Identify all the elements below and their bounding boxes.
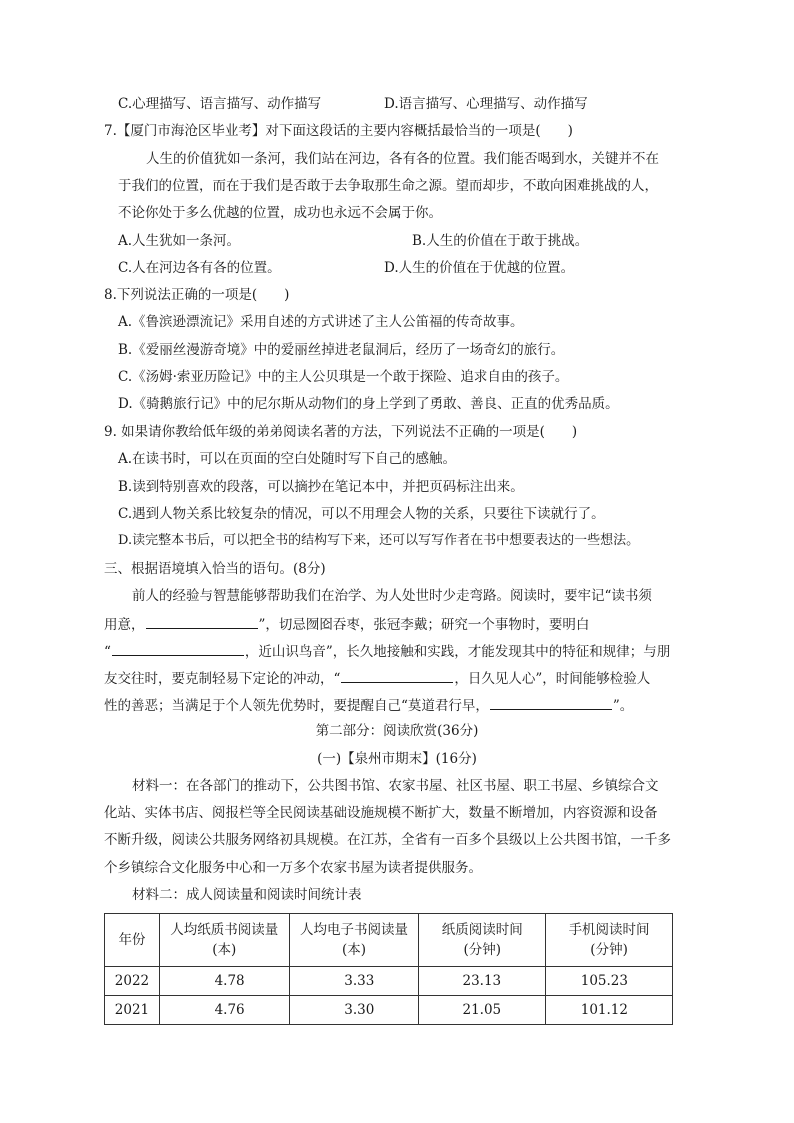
q9-option-c: C.遇到人物关系比较复杂的情况，可以不用理会人物的关系，只要往下读就行了。	[118, 506, 605, 522]
q8-option-d: D.《骑鹅旅行记》中的尼尔斯从动物们的身上学到了勇敢、善良、正直的优秀品质。	[118, 396, 619, 412]
material2-caption: 材料二：成人阅读量和阅读时间统计表	[132, 887, 362, 903]
section3-text: ”，切忌囫囵吞枣，张冠李戴；研究一个事物时，要明白	[258, 617, 590, 633]
q7-passage-line: 人生的价值犹如一条河，我们站在河边，各有各的位置。我们能否喝到水，关键并不在	[146, 151, 659, 167]
cell-mobile-time: 105.23	[546, 967, 673, 996]
header-mobile-time	[546, 914, 673, 967]
table-row	[105, 996, 673, 1025]
header-text: 纸质阅读时间	[441, 922, 523, 938]
section3-text: ，日久见人心”，时间能够检验人	[454, 671, 651, 687]
part2-title: 第二部分：阅读欣赏(36分)	[315, 723, 479, 739]
q9-option-a: A.在读书时，可以在页面的空白处随时写下自己的感触。	[118, 451, 457, 467]
q9-stem: 9. 如果请你教给低年级的弟弟阅读名著的方法，下列说法不正确的一项是( )	[104, 424, 578, 440]
q7-option-c: C.人在河边各有各的位置。	[118, 260, 281, 276]
fill-blank-4[interactable]	[490, 695, 612, 710]
section3-text: 用意，	[104, 617, 145, 633]
section3-line	[104, 641, 670, 661]
header-unit: (分钟)	[463, 942, 502, 958]
cell-paper-books: 4.78	[159, 967, 289, 996]
q7-passage-line: 于我们的位置，而在于我们是否敢于去争取那生命之源。望而却步，不敢向困难挑战的人，	[118, 178, 658, 194]
fill-blank-2[interactable]	[112, 641, 244, 656]
material1-line: 不断升级，阅读公共服务网络初具规模。在江苏，全省有一百多个县级以上公共图书馆，一千多	[104, 832, 671, 848]
q7-stem: 7.【厦门市海沧区毕业考】对下面这段话的主要内容概括最恰当的一项是( )	[104, 123, 573, 139]
table-row	[105, 967, 673, 996]
cell-mobile-time: 101.12	[546, 996, 673, 1025]
q9-option-d: D.读完整本书后，可以把全书的结构写下来，还可以写写作者在书中想要表达的一些想法。	[118, 533, 640, 548]
part2-subtitle: (一)【泉州市期末】(16分)	[317, 751, 477, 767]
table-header-row	[105, 914, 673, 967]
reading-stats-table	[104, 913, 673, 1025]
section3-title: 三、根据语境填入恰当的语句。(8分)	[104, 561, 326, 577]
cell-paper-time: 21.05	[419, 996, 546, 1025]
header-ebooks	[289, 914, 419, 967]
cell-year: 2022	[105, 967, 160, 996]
section3-text: 友交往时，要克制轻易下定论的冲动，“	[104, 671, 341, 687]
section3-line	[104, 614, 589, 634]
cell-ebooks: 3.33	[289, 967, 419, 996]
section3-text: ”。	[612, 698, 634, 714]
header-text: 手机阅读时间	[568, 922, 650, 938]
q8-option-c: C.《汤姆·索亚历险记》中的主人公贝琪是一个敢于探险、追求自由的孩子。	[118, 369, 569, 385]
section3-text: ，近山识鸟音”，长久地接触和实践，才能发现其中的特征和规律；与朋	[244, 644, 671, 660]
q9-option-b: B.读到特别喜欢的段落，可以摘抄在笔记本中，并把页码标注出来。	[118, 479, 524, 495]
q7-option-b: B.人生的价值在于敢于挑战。	[412, 233, 589, 249]
header-text: 人均电子书阅读量	[299, 922, 408, 938]
header-unit: (本)	[212, 942, 237, 958]
header-text: 人均纸质书阅读量	[170, 922, 279, 938]
section3-text: 性的善恶；当满足于个人领先优势时，要提醒自己“莫道君行早，	[104, 698, 489, 714]
cell-year: 2021	[105, 996, 160, 1025]
q7-passage-line: 不论你处于多么优越的位置，成功也永远不会属于你。	[118, 205, 442, 221]
material1-line: 材料一：在各部门的推动下，公共图书馆、农家书屋、社区书屋、职工书屋、乡镇综合文	[132, 778, 659, 794]
fill-blank-1[interactable]	[146, 614, 258, 629]
material1-line: 化站、实体书店、阅报栏等全民阅读基础设施规模不断扩大，数量不断增加，内容资源和设备	[104, 805, 658, 821]
q6-option-d: D.语言描写、心理描写、动作描写	[384, 96, 588, 112]
q8-option-a: A.《鲁滨逊漂流记》采用自述的方式讲述了主人公笛福的传奇故事。	[118, 314, 524, 330]
cell-ebooks: 3.30	[289, 996, 419, 1025]
cell-paper-books: 4.76	[159, 996, 289, 1025]
q6-option-c: C.心理描写、语言描写、动作描写	[118, 96, 322, 112]
section3-line	[104, 695, 633, 715]
cell-paper-time: 23.13	[419, 967, 546, 996]
section3-text: “	[104, 644, 111, 660]
q7-option-a: A.人生犹如一条河。	[118, 233, 241, 249]
q8-stem: 8.下列说法正确的一项是( )	[104, 287, 290, 303]
section3-line: 前人的经验与智慧能够帮助我们在治学、为人处世时少走弯路。阅读时，要牢记“读书须	[132, 588, 652, 604]
header-unit: (分钟)	[590, 942, 628, 958]
header-paper-time	[419, 914, 546, 967]
header-unit: (本)	[341, 942, 367, 958]
section3-line	[104, 668, 650, 688]
q7-option-d: D.人生的价值在于优越的位置。	[384, 260, 575, 276]
q8-option-b: B.《爱丽丝漫游奇境》中的爱丽丝掉进老鼠洞后，经历了一场奇幻的旅行。	[118, 342, 565, 358]
material1-line: 个乡镇综合文化服务中心和一万多个农家书屋为读者提供服务。	[104, 860, 482, 876]
header-paper-books	[159, 914, 289, 967]
header-year: 年份	[105, 914, 160, 967]
fill-blank-3[interactable]	[341, 668, 453, 683]
